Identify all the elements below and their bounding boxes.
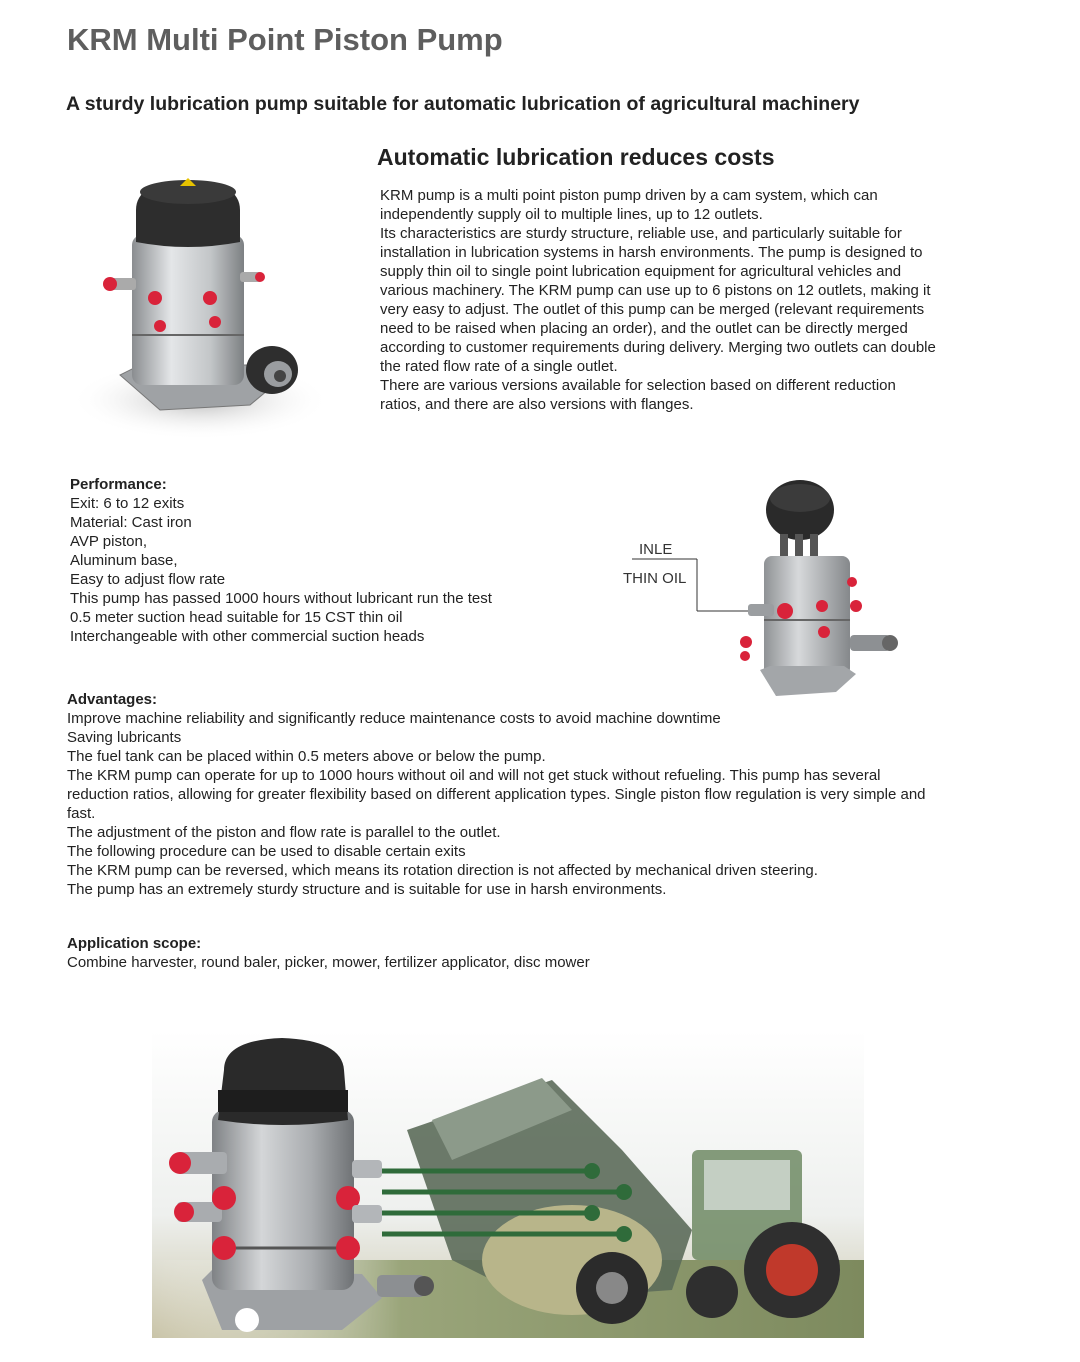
performance-item: Easy to adjust flow rate — [70, 571, 226, 588]
performance-item: Material: Cast iron — [70, 514, 192, 531]
pump-product-image — [60, 150, 350, 450]
performance-item: This pump has passed 1000 hours without lubricant run the test — [70, 590, 492, 607]
advantages-heading: Advantages: — [67, 691, 158, 708]
advantages-item: The following procedure can be used to disable certain exits — [67, 843, 466, 860]
intro-paragraph: KRM pump is a multi point piston pump driven by a cam system, which can independently supply oil to multiple lines, up to 12 outlets. — [380, 187, 878, 223]
intro-text — [380, 186, 940, 414]
advantages-item: Saving lubricants — [67, 729, 182, 746]
intro-paragraph: There are various versions available for selection based on different reduction ratios, and there are also versions with flanges. — [380, 377, 896, 413]
scope-text: Combine harvester, round baler, picker, mower, fertilizer applicator, disc mower — [67, 954, 590, 971]
pump-diagram-image — [600, 470, 910, 710]
intro-paragraph: Its characteristics are sturdy structure, reliable use, and particularly suitable for installation in lubrication systems in harsh environments. The pump is designed to supply thin oil to single point lubrication equipment for agricultural vehicles and various machinery. The KRM pump can use up to 6 pistons on 12 outlets, making it very easy to adjust. The outlet of this pump can be merged (relevant requirements need to be raised when placing an order), and the outlet can be directly merged according to customer requirements during delivery. Merging two outlets can double the rated flow rate of a single outlet. — [380, 225, 936, 375]
performance-item: Interchangeable with other commercial suction heads — [70, 628, 425, 645]
advantages-item: The pump has an extremely sturdy structure and is suitable for use in harsh environments. — [67, 881, 667, 898]
page-title: KRM Multi Point Piston Pump — [67, 22, 503, 57]
page-subtitle: A sturdy lubrication pump suitable for automatic lubrication of agricultural machinery — [66, 93, 860, 115]
advantages-item: The KRM pump can be reversed, which means its rotation direction is not affected by mechanical driven steering. — [67, 862, 818, 879]
scope-heading: Application scope: — [67, 935, 202, 952]
inlet-label: INLE — [639, 541, 673, 558]
performance-item: AVP piston, — [70, 533, 147, 550]
advantages-item: The KRM pump can operate for up to 1000 hours without oil and will not get stuck without refueling. This pump has several reduction ratios, allowing for greater flexibility based on different application types. Single piston flow regulation is very simple and fast. — [67, 767, 926, 822]
advantages-section — [67, 690, 937, 899]
advantages-item: The fuel tank can be placed within 0.5 meters above or below the pump. — [67, 748, 546, 765]
advantages-item: The adjustment of the piston and flow rate is parallel to the outlet. — [67, 824, 501, 841]
performance-section — [70, 475, 492, 646]
intro-heading: Automatic lubrication reduces costs — [377, 144, 775, 170]
performance-item: 0.5 meter suction head suitable for 15 CST thin oil — [70, 609, 403, 626]
performance-item: Exit: 6 to 12 exits — [70, 495, 185, 512]
scope-section — [67, 934, 590, 972]
thin-oil-label: THIN OIL — [623, 570, 687, 587]
advantages-item: Improve machine reliability and significantly reduce maintenance costs to avoid machine downtime — [67, 710, 721, 727]
application-banner-image — [152, 1030, 864, 1338]
performance-item: Aluminum base, — [70, 552, 178, 569]
performance-heading: Performance: — [70, 476, 167, 493]
